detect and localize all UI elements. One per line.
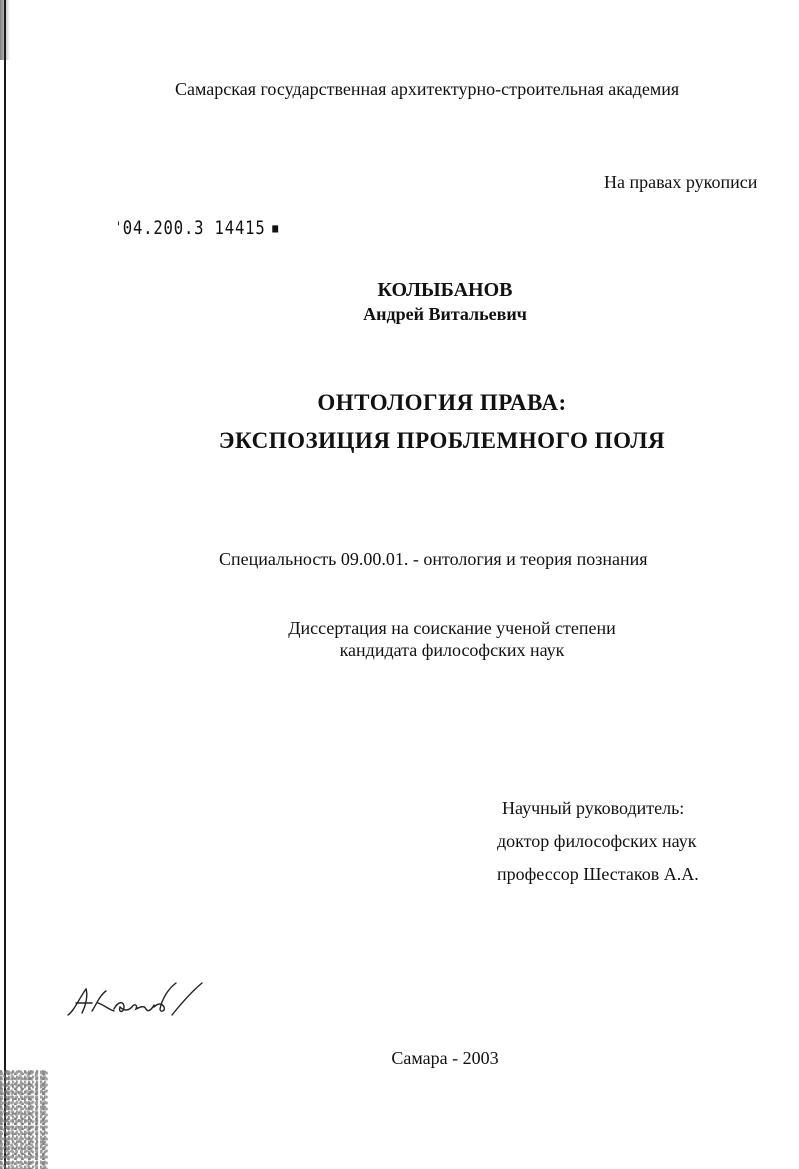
supervisor-degree: доктор философских наук — [497, 831, 697, 851]
speciality: Специальность 09.00.01. - онтология и теория познания — [219, 549, 648, 569]
scan-edge-line — [4, 0, 6, 1169]
handwritten-signature — [62, 975, 222, 1035]
document-number-value: 04.200.3 14415 — [122, 217, 266, 239]
scan-artifact-noise — [0, 1070, 48, 1169]
thesis-degree-line-2: кандидата философских наук — [339, 640, 565, 660]
supervisor-name: профессор Шестаков А.А. — [497, 864, 699, 884]
author-name: Андрей Витальевич — [363, 304, 527, 324]
supervisor-label: Научный руководитель: — [502, 798, 685, 818]
thesis-title-line-1: ОНТОЛОГИЯ ПРАВА: — [317, 390, 567, 415]
thesis-degree-line-1: Диссертация на соискание ученой степени — [288, 618, 616, 638]
author-surname: КОЛЫБАНОВ — [377, 279, 513, 301]
manuscript-note: На правах рукописи — [604, 172, 758, 192]
institution-name: Самарская государственная архитектурно-строительная академия — [175, 79, 680, 99]
document-number: '04.200.3 14415 ■ — [115, 217, 280, 239]
city-and-year: Самара - 2003 — [391, 1048, 499, 1068]
thesis-title-line-2: ЭКСПОЗИЦИЯ ПРОБЛЕМНОГО ПОЛЯ — [218, 428, 666, 453]
